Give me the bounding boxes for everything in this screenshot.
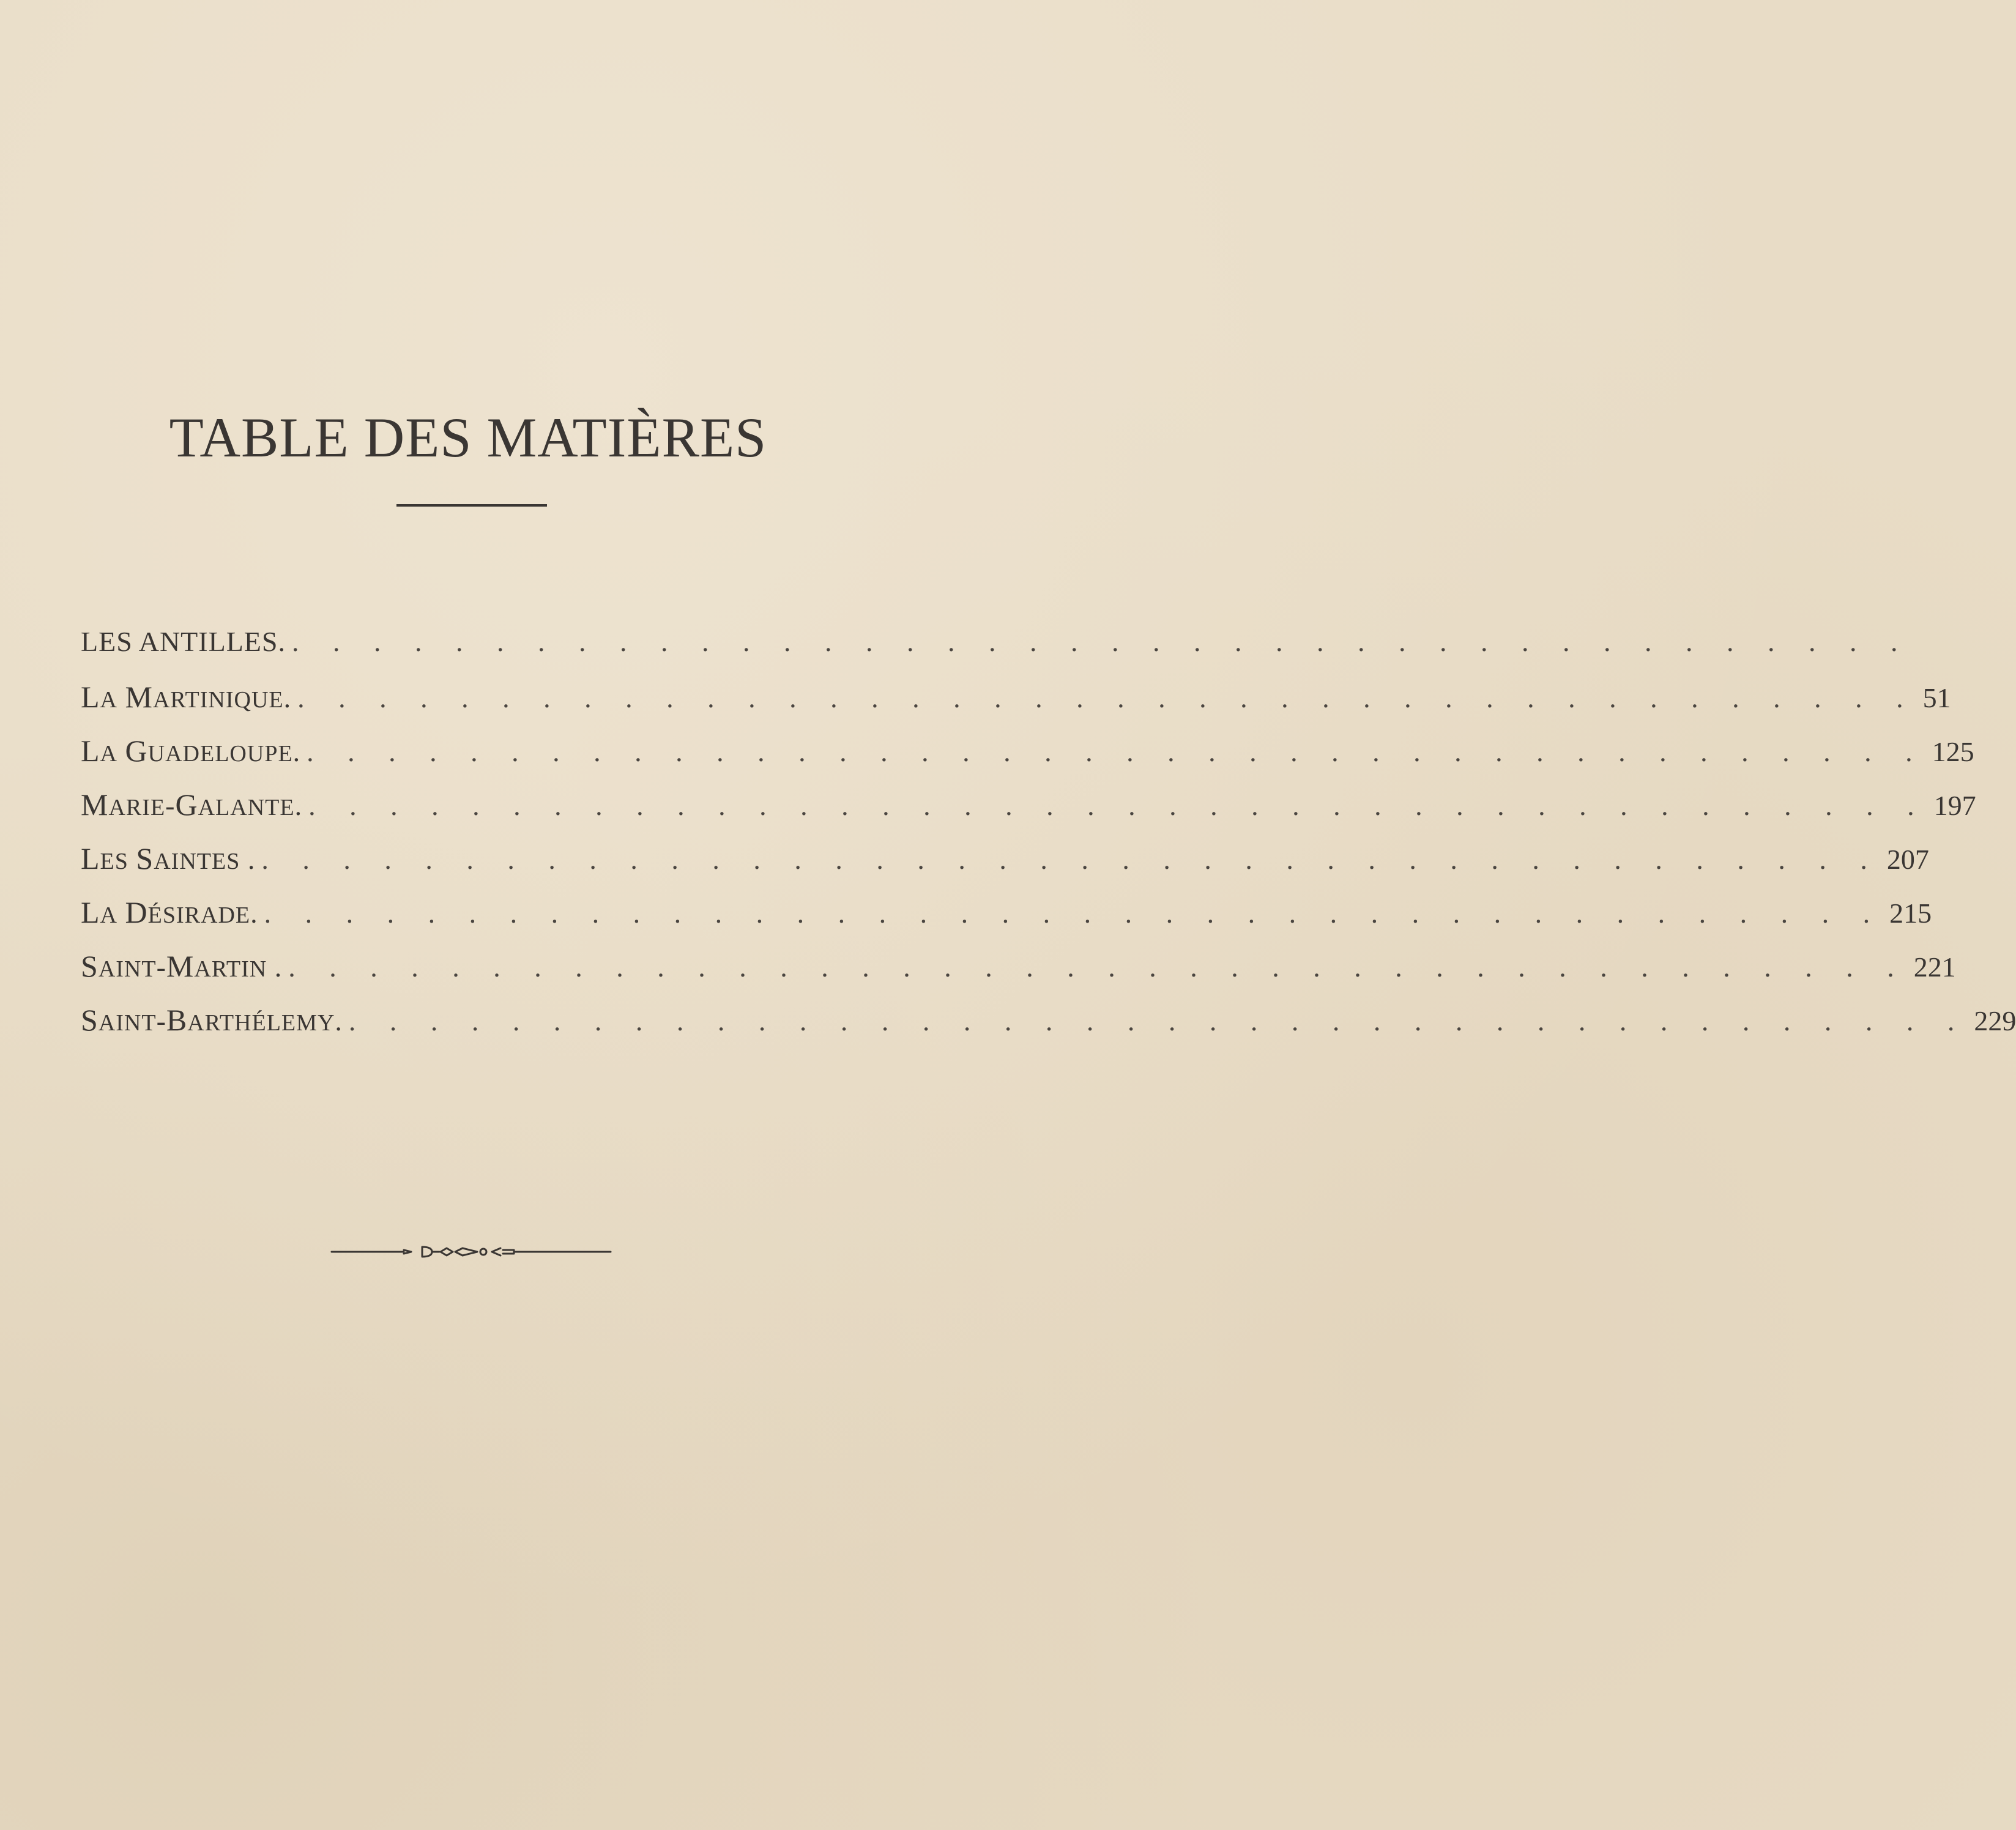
toc-entry-label: SAINT-MARTIN . [81,949,283,983]
toc-entry-page: 221 [1913,951,1956,983]
toc-entry-label: SAINT-BARTHÉLEMY. [81,1003,343,1037]
toc-entry-page: 229 [1974,1005,2016,1036]
toc-entry-saint-martin[interactable] [81,948,1956,1002]
leader-dots: . . . . . . . . . . . . . . . . . . . . . . . . . . . . . . . . . . . . . . . . [348,1005,1968,1036]
toc-entry-page: 51 [1922,682,1951,713]
page-title: TABLE DES MATIÈRES [169,406,767,469]
toc-entry-saint-barthelemy[interactable] [81,1002,2016,1056]
leader-dots: . . . . . . . . . . . . . . . . . . . . . . . . . . . . . . . . . . . . . . . . [307,736,1926,767]
toc-entry-page: 207 [1886,844,1929,875]
toc-entry-label: LA GUADELOUPE. [81,734,301,768]
toc-entry-page: 215 [1889,898,1932,929]
toc-entry-label: LA MARTINIQUE. [81,680,292,714]
toc-entry-la-guadeloupe[interactable] [81,733,1974,787]
toc-entry-label: MARIE-GALANTE. [81,787,303,822]
leader-dots: . . . . . . . . . . . . . . . . . . . . . . . . . . . . . . . . . . . . . . . . [297,682,1917,713]
toc-entry-label: LA DÉSIRADE. [81,895,258,929]
toc-entry-la-martinique[interactable] [81,679,1951,733]
leader-dots: . . . . . . . . . . . . . . . . . . . . . . . . . . . . . . . . . . . . . . . . [261,844,1881,875]
toc-entry-page: 125 [1932,736,1974,767]
toc-entry-label: LES ANTILLES. [81,626,286,657]
toc-entry-label: LES SAINTES . [81,841,256,876]
title-rule [396,504,547,507]
toc-entry-les-antilles[interactable] [81,625,1911,679]
toc-entry-marie-galante[interactable] [81,787,1976,841]
leader-dots: . . . . . . . . . . . . . . . . . . . . . . . . . . . . . . . . . . . . . . . . [308,790,1928,821]
leader-dots: . . . . . . . . . . . . . . . . . . . . . . . . . . . . . . . . . . . . . . . . [288,951,1908,983]
toc-entry-la-desirade[interactable] [81,895,1932,948]
leader-dots: . . . . . . . . . . . . . . . . . . . . . . . . . . . . . . . . . . . . . . . . [291,626,1911,657]
table-of-contents [81,625,2016,1056]
leader-dots: . . . . . . . . . . . . . . . . . . . . . . . . . . . . . . . . . . . . . . . . [264,898,1884,929]
ornament-divider-icon [330,1242,612,1260]
toc-entry-les-saintes[interactable] [81,841,1929,895]
toc-entry-page: 197 [1933,790,1976,821]
